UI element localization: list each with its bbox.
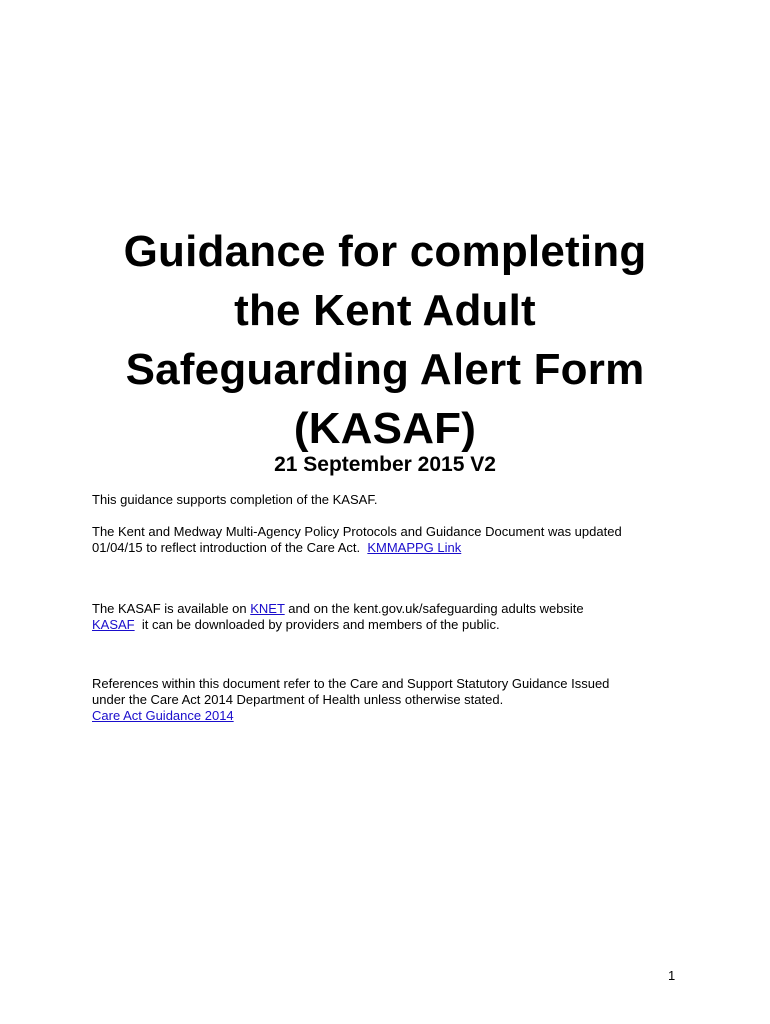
availability-text-post: and on the kent.gov.uk/safeguarding adults website xyxy=(284,601,584,616)
title-line-3: Safeguarding Alert Form xyxy=(125,345,645,394)
policy-paragraph xyxy=(92,524,692,556)
availability-line-1 xyxy=(92,601,692,617)
availability-paragraph xyxy=(92,601,692,633)
title-line-4: (KASAF) xyxy=(293,404,477,453)
kasaf-link[interactable]: KASAF xyxy=(92,617,135,632)
page-number: 1 xyxy=(668,968,676,983)
title-line-1: Guidance for completing xyxy=(123,227,647,276)
availability-line-2 xyxy=(92,617,692,633)
document-title xyxy=(60,222,710,458)
references-paragraph xyxy=(92,676,692,724)
policy-text-line-2-text: 01/04/15 to reflect introduction of the Care Act. xyxy=(92,540,368,555)
references-line-1: References within this document refer to the Care and Support Statutory Guidance Issued xyxy=(92,676,610,691)
references-line-3 xyxy=(92,708,692,724)
care-act-guidance-link[interactable]: Care Act Guidance 2014 xyxy=(92,708,234,723)
availability-text-pre: The KASAF is available on xyxy=(92,601,251,616)
availability-line-2-text: it can be downloaded by providers and members of the public. xyxy=(134,617,500,632)
knet-link[interactable]: KNET xyxy=(250,601,285,616)
intro-paragraph xyxy=(92,492,692,508)
intro-text: This guidance supports completion of the KASAF. xyxy=(92,492,378,507)
references-line-2: under the Care Act 2014 Department of Health unless otherwise stated. xyxy=(92,692,504,707)
date-version: 21 September 2015 V2 xyxy=(274,453,496,476)
policy-text-line-2 xyxy=(92,540,692,556)
title-line-2: the Kent Adult xyxy=(234,286,536,335)
policy-text-line-1: The Kent and Medway Multi-Agency Policy Protocols and Guidance Document was updated xyxy=(92,524,622,539)
kmmappg-link[interactable]: KMMAPPG Link xyxy=(367,540,462,555)
